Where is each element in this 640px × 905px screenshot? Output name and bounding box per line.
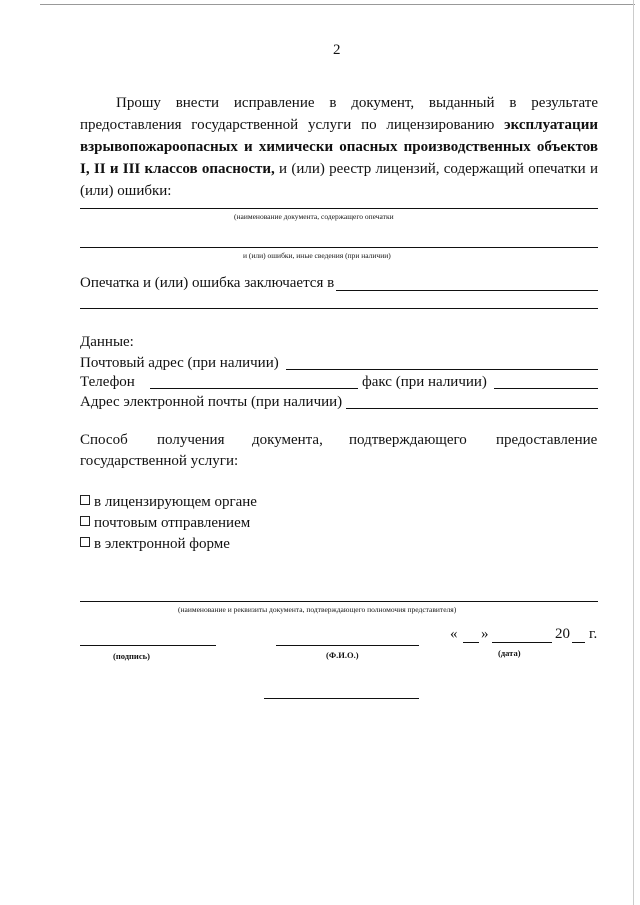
method-word-2: получения <box>157 432 225 448</box>
date-close-quote: » <box>481 626 489 642</box>
checkbox-icon[interactable] <box>80 516 90 526</box>
option-label: в лицензирующем органе <box>94 494 257 510</box>
date-month-field[interactable] <box>492 642 552 643</box>
error-description-field-line2[interactable] <box>80 308 598 309</box>
method-word-3: документа, <box>252 432 323 448</box>
request-text-start: Прошу внести исправление в документ, выданный в результате предоставления государственной услуги по лицензированию <box>80 95 598 133</box>
method-word-1: Способ <box>80 432 128 448</box>
request-text-bold: эксплуатации взрывопожароопасных и химически опасных производственных объектов I, II и III классов опасности, <box>80 117 598 177</box>
error-description-field[interactable] <box>336 290 598 291</box>
fax-label: факс (при наличии) <box>362 374 487 390</box>
error-description-label: Опечатка и (или) ошибка заключается в <box>80 275 335 291</box>
method-word-4: подтверждающего <box>349 432 467 448</box>
method-word-5: предоставление <box>496 432 598 448</box>
document-name-field[interactable] <box>80 208 598 209</box>
phone-field[interactable] <box>150 388 358 389</box>
option-licensing-body[interactable] <box>80 494 257 511</box>
top-border-line <box>40 4 635 5</box>
bottom-signature-line <box>264 698 419 699</box>
email-field[interactable] <box>346 408 598 409</box>
date-open-quote: « <box>450 626 458 642</box>
request-text-end: и (или) реестр лицензий, содержащий опечатки и (или) ошибки: <box>80 161 598 199</box>
request-paragraph <box>80 92 598 202</box>
date-year-suffix: г. <box>589 626 598 642</box>
email-label: Адрес электронной почты (при наличии) <box>80 394 343 410</box>
right-edge-line <box>633 0 634 905</box>
option-by-mail[interactable] <box>80 515 250 532</box>
option-electronic[interactable] <box>80 536 230 553</box>
postal-address-label: Почтовый адрес (при наличии) <box>80 355 279 371</box>
page-number: 2 <box>333 42 341 58</box>
fio-caption: (Ф.И.О.) <box>326 650 359 660</box>
date-year-field[interactable] <box>572 642 585 643</box>
errors-info-field[interactable] <box>80 247 598 248</box>
signature-caption: (подпись) <box>113 651 150 661</box>
representative-document-caption: (наименование и реквизиты документа, подтверждающего полномочия представителя) <box>178 605 457 614</box>
option-label: почтовым отправлением <box>94 515 251 531</box>
errors-info-caption: и (или) ошибки, иные сведения (при наличии) <box>243 251 391 260</box>
fio-field[interactable] <box>276 645 419 646</box>
option-label: в электронной форме <box>94 536 230 552</box>
postal-address-field[interactable] <box>286 369 598 370</box>
checkbox-icon[interactable] <box>80 537 90 547</box>
checkbox-icon[interactable] <box>80 495 90 505</box>
fax-field[interactable] <box>494 388 598 389</box>
method-line-2: государственной услуги: <box>80 453 239 469</box>
date-caption: (дата) <box>498 648 521 658</box>
document-name-caption: (наименование документа, содержащего опечатки <box>234 212 394 221</box>
phone-label: Телефон <box>80 374 135 390</box>
representative-document-field[interactable] <box>80 601 598 602</box>
date-day-field[interactable] <box>463 642 479 643</box>
contact-heading: Данные: <box>80 334 134 350</box>
date-year-prefix: 20 <box>555 626 570 642</box>
signature-field[interactable] <box>80 645 216 646</box>
